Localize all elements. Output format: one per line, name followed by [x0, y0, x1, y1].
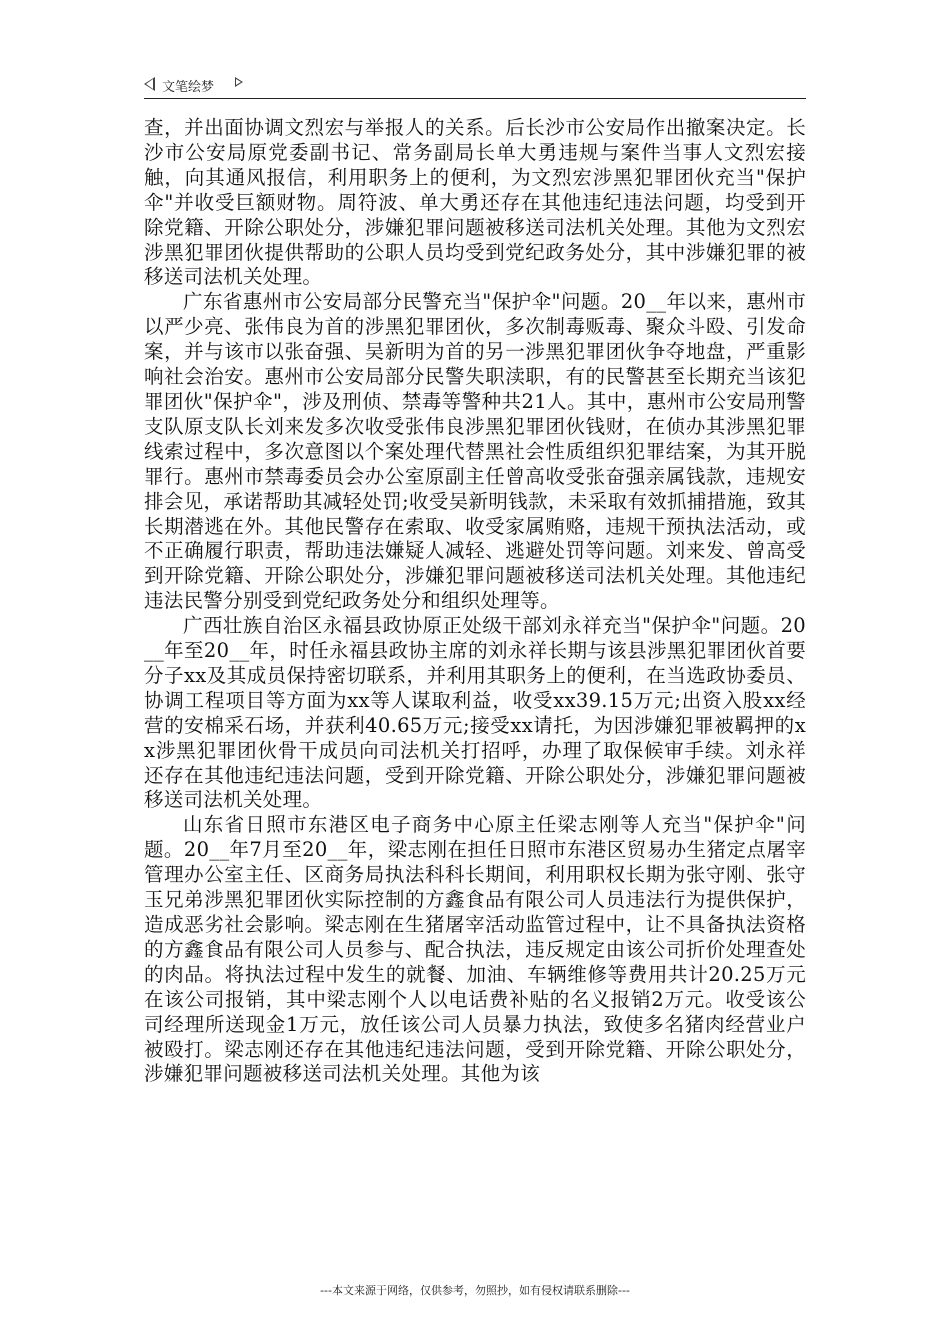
- document-body: [144, 116, 806, 1087]
- paragraph-3: 广西壮族自治区永福县政协原正处级干部刘永祥充当"保护伞"问题。20__年至20__年，时任永福县政协主席的刘永祥长期与该县涉黑犯罪团伙首要分子xx及其成员保持密切联系，并利用其职务上的便利，在当选政协委员、协调工程项目等方面为xx等人谋取利益，收受xx39.15万元;出资入股xx经营的安棉采石场，并获利40.65万元;接受xx请托，为因涉嫌犯罪被羁押的xx涉黑犯罪团伙骨干成员向司法机关打招呼，办理了取保候审手续。刘永祥还存在其他违纪违法问题，受到开除党籍、开除公职处分，涉嫌犯罪问题被移送司法机关处理。: [144, 614, 806, 812]
- paragraph-4: 山东省日照市东港区电子商务中心原主任梁志刚等人充当"保护伞"问题。20__年7月至20__年，梁志刚在担任日照市东港区贸易办生猪定点屠宰管理办公室主任、区商务局执法科科长期间，利用职权长期为张守刚、张守玉兄弟涉黑犯罪团伙实际控制的方鑫食品有限公司人员违法行为提供保护，造成恶劣社会影响。梁志刚在生猪屠宰活动监管过程中，让不具备执法资格的方鑫食品有限公司人员参与、配合执法，违反规定由该公司折价处理查处的肉品。将执法过程中发生的就餐、加油、车辆维修等费用共计20.25万元在该公司报销，其中梁志刚个人以电话费补贴的名义报销2万元。收受该公司经理所送现金1万元，放任该公司人员暴力执法，致使多名猪肉经营业户被殴打。梁志刚还存在其他违纪违法问题，受到开除党籍、开除公职处分，涉嫌犯罪问题被移送司法机关处理。其他为该: [144, 813, 806, 1086]
- page-header: [144, 74, 806, 99]
- page-footer: ---本文来源于网络，仅供参考，勿照抄，如有侵权请联系删除---: [320, 1284, 630, 1297]
- paragraph-1: 查，并出面协调文烈宏与举报人的关系。后长沙市公安局作出撤案决定。长沙市公安局原党委副书记、常务副局长单大勇违规与案件当事人文烈宏接触，向其通风报信，利用职务上的便利，为文烈宏涉黑犯罪团伙充当"保护伞"并收受巨额财物。周符波、单大勇还存在其他违纪违法问题，均受到开除党籍、开除公职处分，涉嫌犯罪问题被移送司法机关处理。其他为文烈宏涉黑犯罪团伙提供帮助的公职人员均受到党纪政务处分，其中涉嫌犯罪的被移送司法机关处理。: [144, 116, 806, 289]
- triangle-left-icon: [144, 77, 155, 91]
- header-brand: 文笔绘梦: [162, 80, 215, 95]
- triangle-right-icon: [235, 77, 243, 87]
- paragraph-2: 广东省惠州市公安局部分民警充当"保护伞"问题。20__年以来，惠州市以严少亮、张伟良为首的涉黑犯罪团伙，多次制毒贩毒、聚众斗殴、引发命案，并与该市以张奋强、吴新明为首的另一涉黑犯罪团伙争夺地盘，严重影响社会治安。惠州市公安局部分民警失职渎职，有的民警甚至长期充当该犯罪团伙"保护伞"，涉及刑侦、禁毒等警种共21人。其中，惠州市公安局刑警支队原支队长刘来发多次收受张伟良涉黑犯罪团伙钱财，在侦办其涉黑犯罪线索过程中，多次意图以个案处理代替黑社会性质组织犯罪结案，为其开脱罪行。惠州市禁毒委员会办公室原副主任曾高收受张奋强亲属钱款，违规安排会见，承诺帮助其减轻处罚;收受吴新明钱款，未采取有效抓捕措施，致其长期潜逃在外。其他民警存在索取、收受家属贿赂，违规干预执法活动，或不正确履行职责，帮助违法嫌疑人减轻、逃避处罚等问题。刘来发、曾高受到开除党籍、开除公职处分，涉嫌犯罪问题被移送司法机关处理。其他违纪违法民警分别受到党纪政务处分和组织处理等。: [144, 290, 806, 613]
